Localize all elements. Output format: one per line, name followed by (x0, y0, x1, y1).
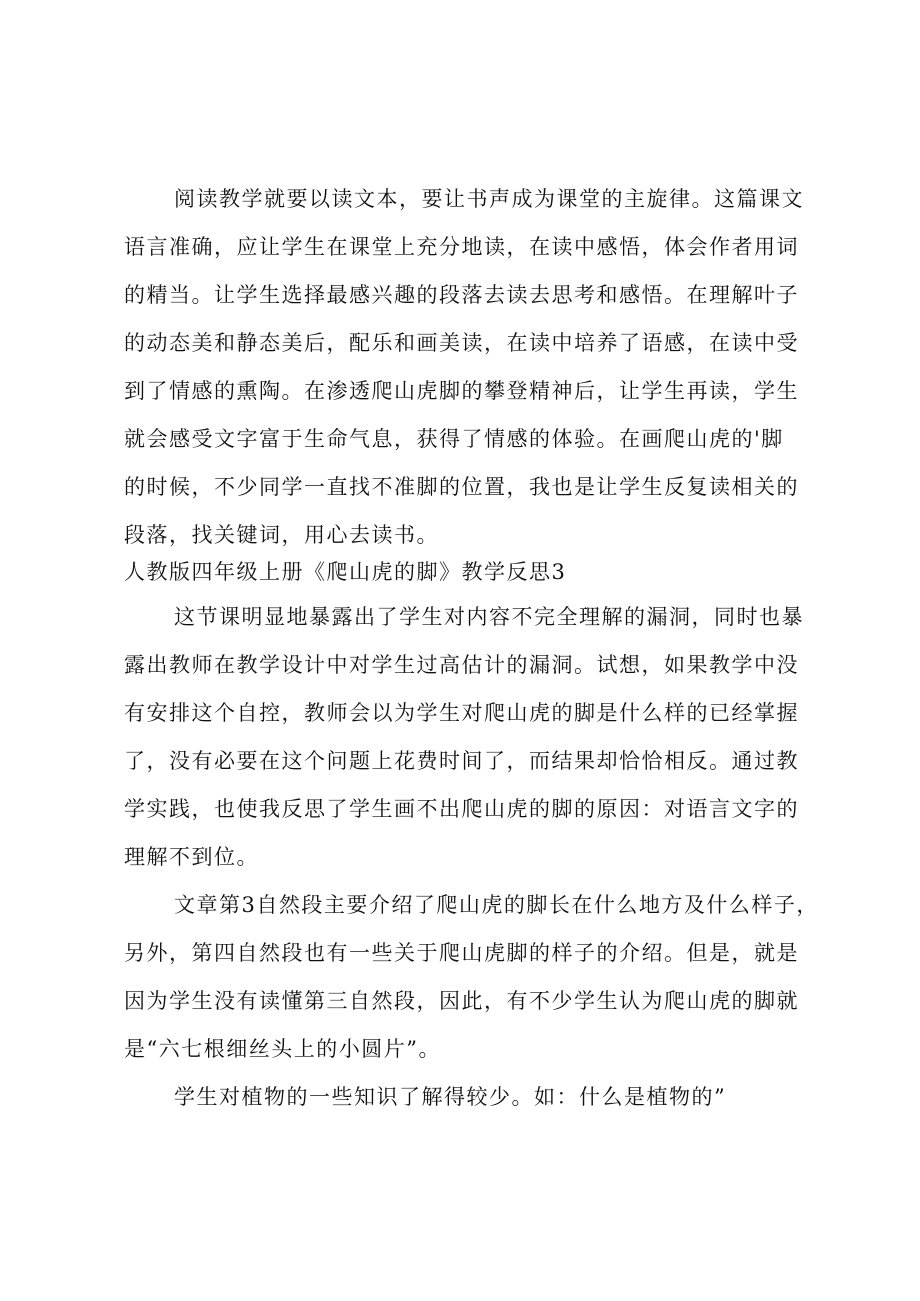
paragraph-line: 有安排这个自控，教师会以为学生对爬山虎的脚是什么样的已经掌握 (124, 701, 799, 725)
paragraph-line: 的时候，不少同学一直找不准脚的位置，我也是让学生反复读相关的 (124, 475, 799, 499)
paragraph-section-three (124, 881, 824, 1073)
paragraph-line: 段落，找关键词，用心去读书。 (124, 523, 439, 547)
paragraph-reading-teaching (124, 175, 824, 559)
paragraph-line: 露出教师在教学设计中对学生过高估计的漏洞。试想，如果教学中没 (124, 653, 799, 677)
paragraph-line: 是“六七根细丝头上的小圆片”。 (124, 1037, 441, 1061)
paragraph-line: 到了情感的熏陶。在渗透爬山虎脚的攀登精神后，让学生再读，学生 (124, 379, 799, 403)
paragraph-line: 了，没有必要在这个问题上花费时间了，而结果却恰恰相反。通过教 (124, 749, 799, 773)
paragraph-line: 因为学生没有读懂第三自然段，因此，有不少学生认为爬山虎的脚就 (124, 989, 799, 1013)
paragraph-plant-knowledge (124, 1073, 824, 1121)
paragraph-line: 的动态美和静态美后，配乐和画美读，在读中培养了语感，在读中受 (124, 331, 799, 355)
paragraph-line: 理解不到位。 (124, 845, 259, 869)
section-heading-text: 人教版四年级上册《爬山虎的脚》教学反思3 (124, 560, 567, 584)
paragraph-line: 语言准确，应让学生在课堂上充分地读，在读中感悟，体会作者用词 (124, 235, 799, 259)
paragraph-line: 学生对植物的一些知识了解得较少。如：什么是植物的” (174, 1085, 727, 1109)
paragraph-line: 的精当。让学生选择最感兴趣的段落去读去思考和感悟。在理解叶子 (124, 283, 799, 307)
paragraph-line: 文章第3自然段主要介绍了爬山虎的脚长在什么地方及什么样子， (174, 893, 819, 917)
section-heading (124, 548, 824, 596)
paragraph-line: 阅读教学就要以读文本，要让书声成为课堂的主旋律。这篇课文 (174, 187, 804, 211)
paragraph-line: 就会感受文字富于生命气息，获得了情感的体验。在画爬山虎的'脚 (124, 427, 784, 451)
paragraph-line: 学实践，也使我反思了学生画不出爬山虎的脚的原因：对语言文字的 (124, 797, 799, 821)
paragraph-lesson-gaps (124, 593, 824, 881)
paragraph-line: 另外，第四自然段也有一些关于爬山虎脚的样子的介绍。但是，就是 (124, 941, 799, 965)
paragraph-line: 这节课明显地暴露出了学生对内容不完全理解的漏洞，同时也暴 (174, 605, 804, 629)
